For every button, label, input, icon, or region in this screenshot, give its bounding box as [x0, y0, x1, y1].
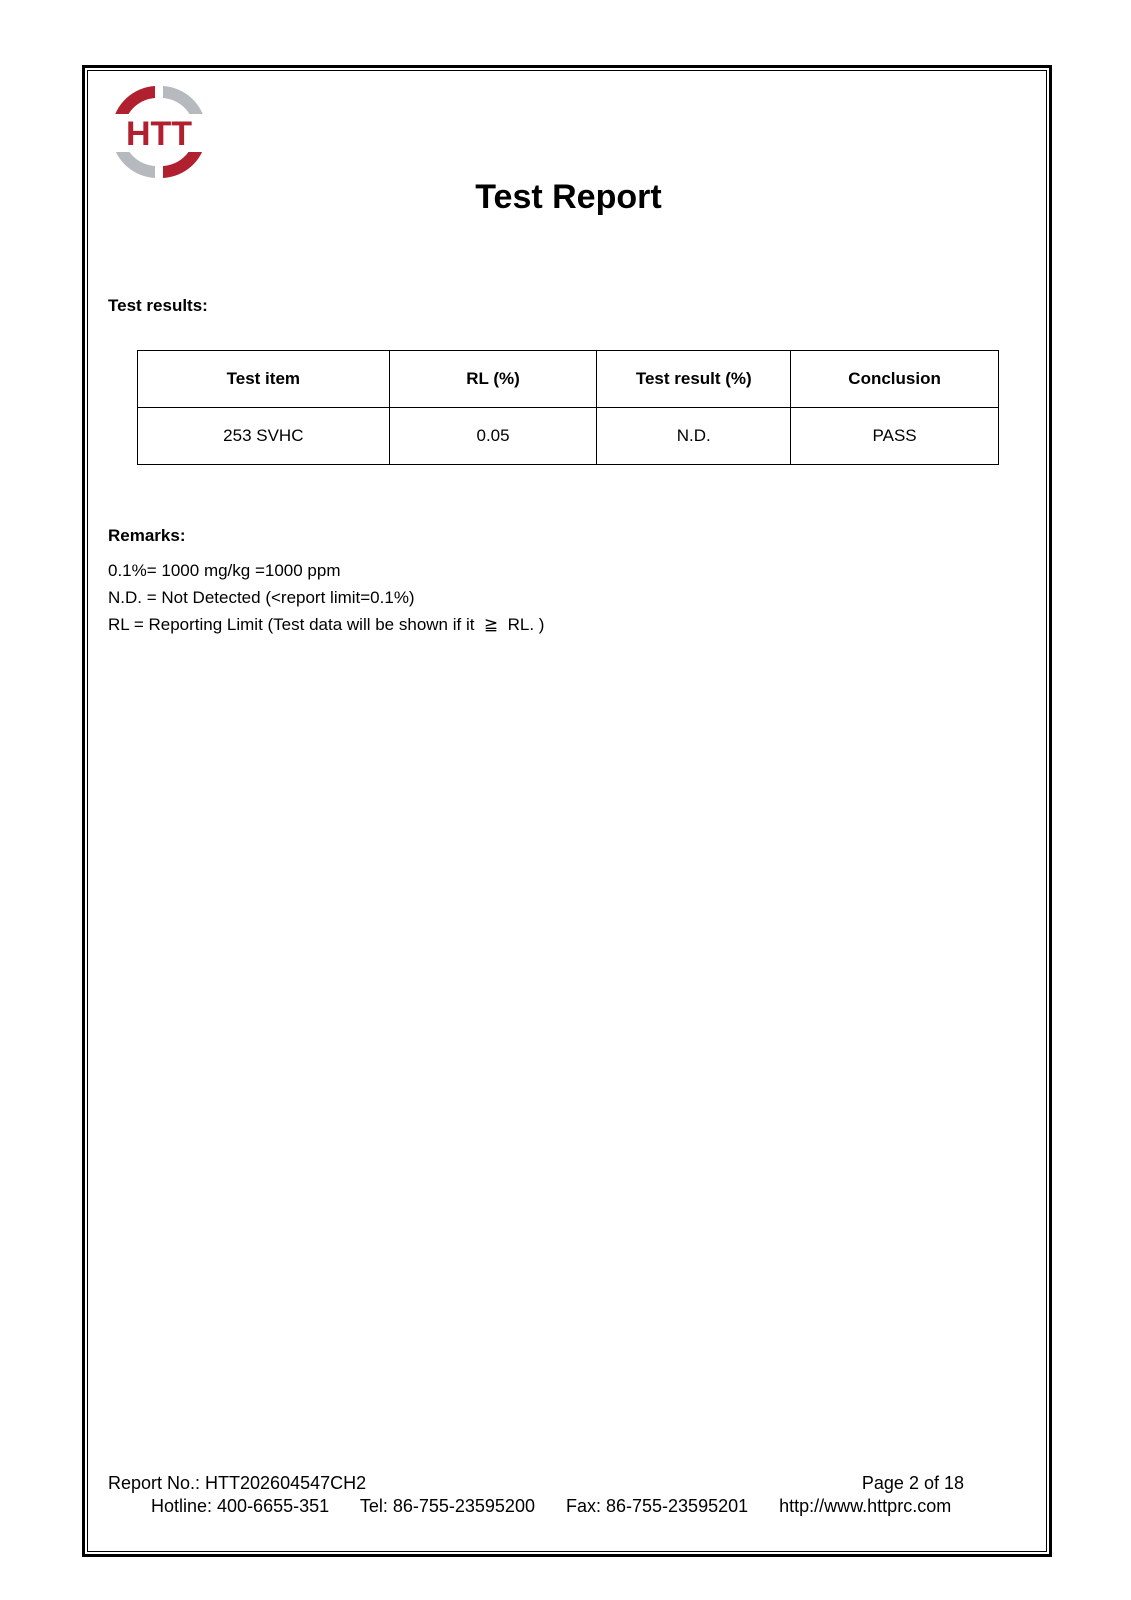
- header-conclusion: Conclusion: [791, 351, 999, 408]
- cell-test-item: 253 SVHC: [138, 408, 390, 465]
- table-row: [138, 408, 999, 465]
- remark-line: N.D. = Not Detected (<report limit=0.1%): [108, 588, 415, 607]
- hotline: Hotline: 400-6655-351: [151, 1496, 330, 1516]
- remarks-list: [108, 557, 544, 638]
- results-table: [137, 350, 999, 465]
- remark-line: RL = Reporting Limit (Test data will be shown if it ≧ RL. ): [108, 615, 545, 634]
- report-number: Report No.: HTT202604547CH2: [108, 1473, 367, 1493]
- header-rl: RL (%): [389, 351, 597, 408]
- table-header-row: [138, 351, 999, 408]
- fax: Fax: 86-755-23595201: [565, 1496, 749, 1516]
- page-number: Page 2 of 18: [861, 1473, 964, 1493]
- header-test-item: Test item: [138, 351, 390, 408]
- footer-contact-line: [151, 1496, 951, 1517]
- cell-rl: 0.05: [389, 408, 597, 465]
- htt-logo: [104, 78, 214, 186]
- website-link[interactable]: http://www.httprc.com: [779, 1496, 952, 1516]
- page-border-inner: [87, 70, 1047, 1552]
- remark-line: 0.1%= 1000 mg/kg =1000 ppm: [108, 561, 341, 580]
- telephone: Tel: 86-755-23595200: [359, 1496, 535, 1516]
- remarks-label: Remarks:: [108, 526, 186, 545]
- cell-conclusion: PASS: [791, 408, 999, 465]
- cell-test-result: N.D.: [597, 408, 791, 465]
- test-results-label: Test results:: [108, 296, 208, 315]
- htt-logo-text: HTT: [125, 115, 193, 153]
- page-title: Test Report: [475, 178, 662, 216]
- header-test-result: Test result (%): [597, 351, 791, 408]
